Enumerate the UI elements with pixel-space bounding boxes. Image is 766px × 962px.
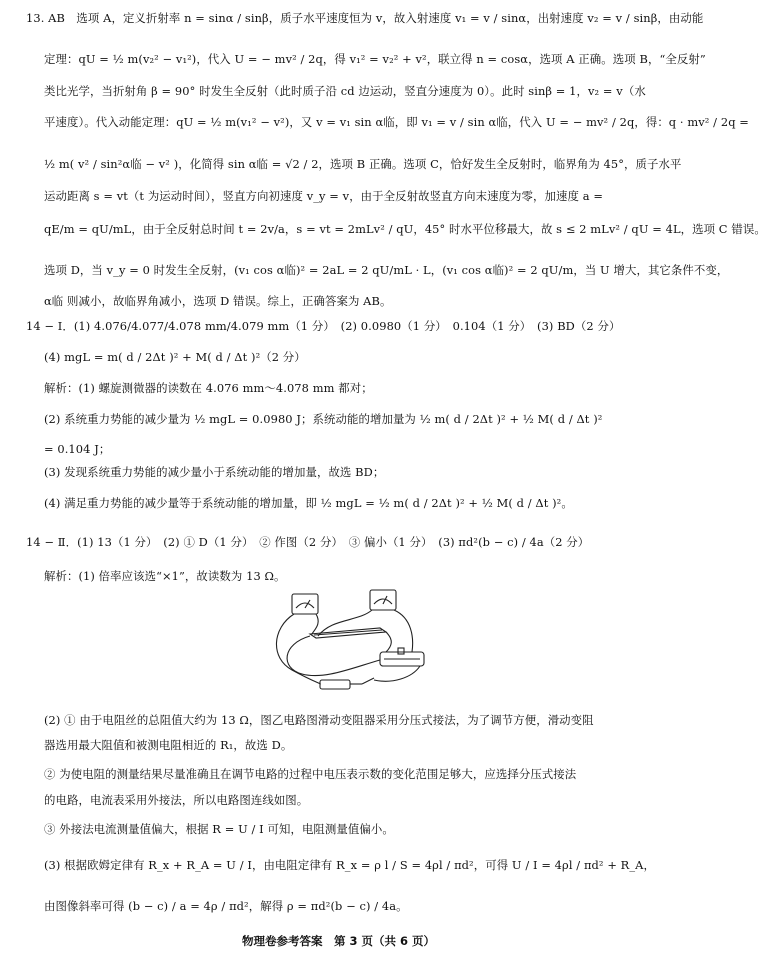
page-footer: 物理卷参考答案 第 3 页（共 6 页）	[241, 934, 436, 948]
q14a-line-6: (3) 发现系统重力势能的减少量小于系统动能的增加量，故选 BD；	[44, 465, 385, 479]
q14b-line-1: 14 − Ⅱ．(1) 13（1 分） (2) ① D（1 分） ② 作图（2 分） ③ 偏小（1 分） (3) πd²(b − c) / 4a（2 分）	[26, 535, 590, 549]
q13-line-4: 平速度）。代入动能定理：qU = ½ m(v₁² − v²)，又 v = v₁ sin α临，即 v₁ = v / sin α临，代入 U = − mv² / 2q，得：q · mv² / 2q =	[44, 115, 749, 129]
wire	[312, 614, 318, 634]
q14a-line-2: (4) mgL = m( d / 2Δt )² + M( d / Δt )²（2 分）	[44, 350, 306, 364]
q14a-line-5: = 0.104 J；	[44, 442, 111, 456]
q14b-line-8: (3) 根据欧姆定律有 R_x + R_A = U / I，由电阻定律有 R_x = ρ l / S = 4ρl / πd²，可得 U / I = 4ρl / πd² + R_A，	[44, 858, 655, 872]
ammeter-body	[370, 590, 396, 610]
q13-line-7: qE/m = qU/mL，由于全反射总时间 t = 2v/a，s = vt = 2mLv² / qU，45° 时水平位移最大，故 s ≤ 2 mLv² / qU = 4L，选项 C 错误。	[44, 222, 766, 236]
switch	[362, 678, 374, 684]
q14b-line-7: ③ 外接法电流测量值偏大，根据 R = U / I 可知，电阻测量值偏小。	[44, 822, 394, 836]
q14b-line-2: 解析：(1) 倍率应该选“×1”，故读数为 13 Ω。	[44, 569, 286, 583]
q14b-line-6: 的电路，电流表采用外接法，所以电路图连线如图。	[44, 793, 309, 807]
q14a-line-1: 14 − Ⅰ．(1) 4.076/4.077/4.078 mm/4.079 mm（1 分） (2) 0.0980（1 分） 0.104（1 分） (3) BD（2 分）	[26, 319, 621, 333]
wire	[374, 666, 420, 681]
q14a-line-7: (4) 满足重力势能的减少量等于系统动能的增加量，即 ½ mgL = ½ m( d / 2Δt )² + ½ M( d / Δt )²。	[44, 496, 573, 510]
q14b-line-3: (2) ① 由于电阻丝的总阻值大约为 13 Ω，图乙电路图滑动变阻器采用分压式接法，为了调节方便，滑动变阻	[44, 713, 594, 727]
q13-line-9: α临 则减小，故临界角减小，选项 D 错误。综上，正确答案为 AB。	[44, 294, 392, 308]
battery	[320, 680, 350, 689]
q14b-line-5: ② 为使电阻的测量结果尽量准确且在调节电路的过程中电压表示数的变化范围足够大，应选择分压式接法	[44, 767, 577, 781]
q14a-line-4: (2) 系统重力势能的减少量为 ½ mgL = 0.0980 J；系统动能的增加量为 ½ m( d / 2Δt )² + ½ M( d / Δt )²	[44, 412, 603, 426]
q13-line-2: 定理：qU = ½ m(v₂² − v₁²)，代入 U = − mv² / 2q，得 v₁² = v₂² + v²，联立得 n = cosα，选项 A 正确。选项 B，“全反射”	[44, 52, 706, 66]
q13-line-3: 类比光学，当折射角 β = 90° 时发生全反射（此时质子沿 cd 边运动，竖直分速度为 0）。此时 sinβ = 1，v₂ = v（水	[44, 84, 646, 98]
rheostat-slider	[398, 648, 404, 654]
wire	[386, 632, 391, 652]
q13-line-6: 运动距离 s = vt（t 为运动时间），竖直方向初速度 v_y = v，由于全反射故竖直方向末速度为零，加速度 a =	[44, 189, 603, 203]
q13-line-5: ½ m( v² / sin²α临 − v² )，化简得 sin α临 = √2 / 2，选项 B 正确。选项 C，恰好发生全反射时，临界角为 45°，质子水平	[44, 157, 682, 171]
circuit-wiring-diagram	[262, 588, 432, 700]
voltmeter-body	[292, 594, 318, 614]
q14b-line-9: 由图像斜率可得 (b − c) / a = 4ρ / πd²，解得 ρ = πd²(b − c) / 4a。	[44, 899, 408, 913]
q13-line-8: 选项 D，当 v_y = 0 时发生全反射，(v₁ cos α临)² = 2aL = 2 qU/mL · L，(v₁ cos α临)² = 2 qU/m，当 U 增大，其它条件不变，	[44, 263, 729, 277]
wire	[394, 610, 413, 652]
q14a-line-3: 解析：(1) 螺旋测微器的读数在 4.076 mm～4.078 mm 都对；	[44, 381, 373, 395]
q14b-line-4: 器选用最大阻值和被测电阻相近的 R₁，故选 D。	[44, 738, 293, 752]
q13-line-1: 13. AB 选项 A，定义折射率 n = sinα / sinβ，质子水平速度恒为 v，故入射速度 v₁ = v / sinα，出射速度 v₂ = v / sinβ，由动能	[26, 11, 704, 25]
wire	[276, 614, 320, 684]
wire	[287, 636, 380, 676]
